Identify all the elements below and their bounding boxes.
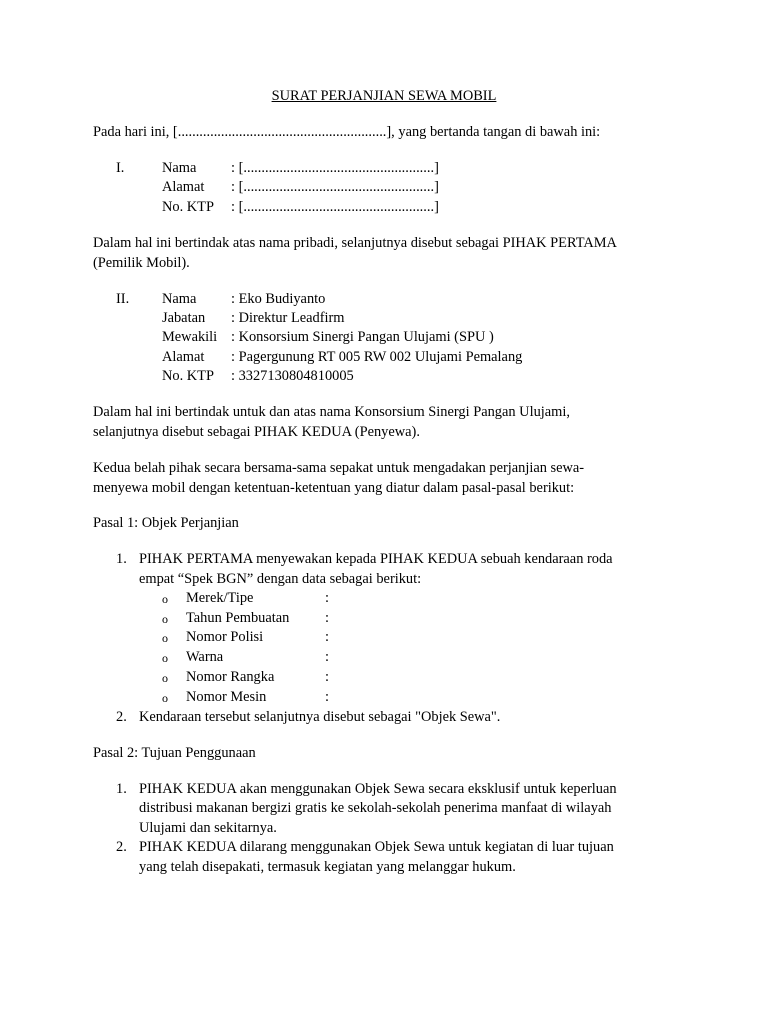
pasal-2-item-2-line: yang telah disepakati, termasuk kegiatan yang melanggar hukum. bbox=[139, 859, 516, 875]
bullet-icon: o bbox=[162, 592, 168, 606]
party-two-numeral: II. bbox=[116, 291, 130, 307]
pasal-2-item-1-line: Ulujami dan sekitarnya. bbox=[139, 820, 277, 836]
bullet-icon: o bbox=[162, 631, 168, 645]
pasal-1-heading: Pasal 1: Objek Perjanjian bbox=[93, 515, 239, 531]
document-page: SURAT PERJANJIAN SEWA MOBIL Pada hari ini, [..........................................................], yang bertanda tangan di bawah ini: I. Nama : [.....................................................] Alamat : [.....................................................] No. KTP : [.....................................................] Dalam hal ini bertindak atas nama pribadi, selanjutnya disebut sebagai PIHAK PERTAMA (Pemilik Mobil). II. Nama : Eko Budiyanto Jabatan : Direktur Leadfirm Mewakili : Konsorsium Sinergi Pangan Ulujami (SPU ) Alamat : Pagergunung RT 005 RW 002 Ulujami Pemalang No. KTP : 3327130804810005 Dalam hal ini bertindak untuk dan atas nama Konsorsium Sinergi Pangan Ulujami, selanjutnya disebut sebagai PIHAK KEDUA (Penyewa). Kedua belah pihak secara bersama-sama sepakat untuk mengadakan perjanjian sewa- menyewa mobil dengan ketentuan-ketentuan yang diatur dalam pasal-pasal berikut: Pasal 1: Objek Perjanjian 1. PIHAK PERTAMA menyewakan kepada PIHAK KEDUA sebuah kendaraan roda empat “Spek BGN” dengan data sebagai berikut: o Merek/Tipe : o Tahun Pembuatan : o Nomor Polisi : o Warna : o Nomor Rangka : o Nomor Mesin : 2. Kendaraan tersebut selanjutnya disebut sebagai "Objek Sewa". Pasal 2: Tujuan Penggunaan 1. PIHAK KEDUA akan menggunakan Objek Sewa secara eksklusif untuk keperluan distribusi makanan bergizi gratis ke sekolah-sekolah penerima manfaat di wilayah Ulujami dan sekitarnya. 2. PIHAK KEDUA dilarang menggunakan Objek Sewa untuk kegiatan di luar tujuan yang telah disepakati, termasuk kegiatan yang melanggar hukum. bbox=[0, 0, 768, 1024]
bullet-icon: o bbox=[162, 612, 168, 626]
pasal-2-item-1-line: distribusi makanan bergizi gratis ke sekolah-sekolah penerima manfaat di wilayah bbox=[139, 800, 612, 816]
pasal-1-item-2-line: Kendaraan tersebut selanjutnya disebut sebagai "Objek Sewa". bbox=[139, 709, 501, 725]
party-one-statement-line: Dalam hal ini bertindak atas nama pribadi, selanjutnya disebut sebagai PIHAK PERTAMA bbox=[93, 235, 617, 251]
pasal-2-item-1-number: 1. bbox=[116, 781, 127, 797]
pasal-2-item-2-number: 2. bbox=[116, 839, 127, 855]
bullet-icon: o bbox=[162, 651, 168, 665]
bullet-icon: o bbox=[162, 691, 168, 705]
pasal-2-item-2-line: PIHAK KEDUA dilarang menggunakan Objek Sewa untuk kegiatan di luar tujuan bbox=[139, 839, 614, 855]
pasal-2-heading: Pasal 2: Tujuan Penggunaan bbox=[93, 745, 256, 761]
pasal-1-item-1-line: PIHAK PERTAMA menyewakan kepada PIHAK KEDUA sebuah kendaraan roda bbox=[139, 551, 613, 567]
party-two-statement-line: selanjutnya disebut sebagai PIHAK KEDUA (Penyewa). bbox=[93, 424, 420, 440]
bullet-icon: o bbox=[162, 671, 168, 685]
pasal-1-item-1-number: 1. bbox=[116, 551, 127, 567]
pasal-1-item-1-line: empat “Spek BGN” dengan data sebagai berikut: bbox=[139, 571, 422, 587]
party-one-numeral: I. bbox=[116, 160, 125, 176]
party-two-statement-line: Dalam hal ini bertindak untuk dan atas nama Konsorsium Sinergi Pangan Ulujami, bbox=[93, 404, 570, 420]
agreement-line: menyewa mobil dengan ketentuan-ketentuan yang diatur dalam pasal-pasal berikut: bbox=[93, 480, 575, 496]
party-one-statement-line: (Pemilik Mobil). bbox=[93, 255, 190, 271]
pasal-2-item-1-line: PIHAK KEDUA akan menggunakan Objek Sewa secara eksklusif untuk keperluan bbox=[139, 781, 617, 797]
agreement-line: Kedua belah pihak secara bersama-sama sepakat untuk mengadakan perjanjian sewa- bbox=[93, 460, 585, 476]
document-title: SURAT PERJANJIAN SEWA MOBIL bbox=[271, 88, 497, 104]
pasal-1-item-2-number: 2. bbox=[116, 709, 127, 725]
intro-paragraph: Pada hari ini, [..........................................................], yang bertanda tangan di bawah ini: bbox=[93, 124, 601, 140]
